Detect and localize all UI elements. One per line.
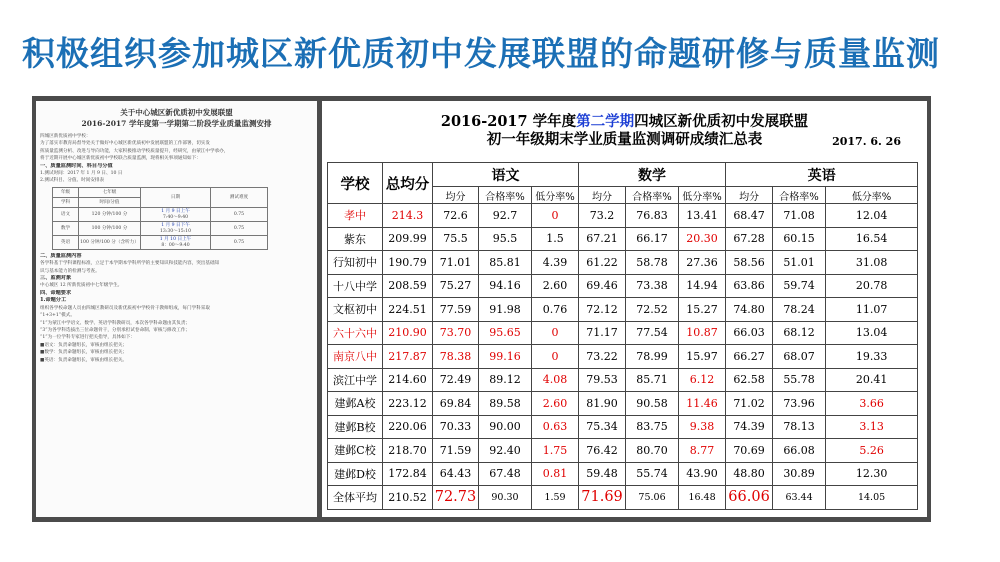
yy-low-rate: 5.26 <box>826 439 918 463</box>
yy-avg: 66.06 <box>726 486 773 510</box>
yw-avg: 73.70 <box>433 321 479 345</box>
notice-line: 二、质量监测内容 <box>40 252 82 259</box>
sx-avg: 73.2 <box>579 204 626 228</box>
score-row <box>328 415 918 439</box>
score-row <box>328 227 918 251</box>
yw-low-rate: 1.59 <box>532 486 579 510</box>
yy-low-rate: 12.04 <box>826 204 918 228</box>
score-row <box>328 486 918 510</box>
schedule-time-value: 120 分钟/100 分 <box>79 207 141 221</box>
sx-avg: 71.69 <box>579 486 626 510</box>
schedule-date-cell <box>141 235 211 249</box>
school-name: 建邺D校 <box>328 462 383 486</box>
sx-low-rate: 10.87 <box>679 321 726 345</box>
schedule-header-subject: 学科 <box>53 197 79 207</box>
header-metric: 低分率% <box>532 187 579 204</box>
yw-avg: 78.38 <box>433 345 479 369</box>
header-school: 学校 <box>328 163 383 204</box>
score-row <box>328 274 918 298</box>
sx-avg: 73.22 <box>579 345 626 369</box>
schedule-time: 13:30～15:10 <box>159 229 192 235</box>
yw-low-rate: 4.39 <box>532 251 579 275</box>
yy-pass-rate: 66.08 <box>773 439 826 463</box>
yw-low-rate: 0.63 <box>532 415 579 439</box>
schedule-notice-document <box>36 101 317 517</box>
total-average: 224.51 <box>383 298 433 322</box>
school-name: 建邺C校 <box>328 439 383 463</box>
sx-avg: 61.22 <box>579 251 626 275</box>
notice-title: 关于中心城区新优质初中发展联盟 <box>120 108 233 117</box>
total-average: 209.99 <box>383 227 433 251</box>
yy-avg: 63.86 <box>726 274 773 298</box>
yy-pass-rate: 68.07 <box>773 345 826 369</box>
yy-avg: 48.80 <box>726 462 773 486</box>
header-subject-english: 英语 <box>726 163 918 187</box>
yy-pass-rate: 59.74 <box>773 274 826 298</box>
notice-line: 识与基本能力的检测与考查。 <box>40 268 100 274</box>
sx-low-rate: 9.38 <box>679 415 726 439</box>
summary-title-prefix: 2016-2017 学年度 <box>440 113 577 130</box>
sx-low-rate: 6.12 <box>679 368 726 392</box>
yw-pass-rate: 99.16 <box>479 345 532 369</box>
score-row <box>328 345 918 369</box>
notice-line: 1.命题分工 <box>40 297 67 304</box>
header-subject-math: 数学 <box>579 163 726 187</box>
schedule-difficulty: 0.75 <box>211 235 268 249</box>
total-average: 223.12 <box>383 392 433 416</box>
notice-line: “1+3+1”模式。 <box>40 313 75 319</box>
notice-line: 1.测试时间：2017 年 1 月 9 日、10 日 <box>40 171 123 177</box>
notice-line: 将于近期开展中心城区新优质初中学校联合质量监测，现将相关事项通知如下： <box>40 156 201 162</box>
sx-low-rate: 14.94 <box>679 274 726 298</box>
yy-pass-rate: 78.24 <box>773 298 826 322</box>
notice-line: 一、质量监测时间、科目与分值 <box>40 162 113 169</box>
notice-line: “1”为一位学科专家进行把关指导，具体如下： <box>40 335 135 341</box>
sx-pass-rate: 72.52 <box>626 298 679 322</box>
yw-pass-rate: 91.98 <box>479 298 532 322</box>
sx-low-rate: 16.48 <box>679 486 726 510</box>
sx-avg: 72.12 <box>579 298 626 322</box>
school-name: 行知初中 <box>328 251 383 275</box>
yw-avg: 72.73 <box>433 486 479 510</box>
sx-pass-rate: 80.70 <box>626 439 679 463</box>
yy-avg: 66.03 <box>726 321 773 345</box>
sx-avg: 75.34 <box>579 415 626 439</box>
summary-date: 2017. 6. 26 <box>832 135 901 148</box>
yw-pass-rate: 90.00 <box>479 415 532 439</box>
schedule-table <box>52 187 268 250</box>
yw-low-rate: 0.76 <box>532 298 579 322</box>
yw-avg: 71.59 <box>433 439 479 463</box>
header-metric: 合格率% <box>479 187 532 204</box>
score-row <box>328 298 918 322</box>
sx-avg: 71.17 <box>579 321 626 345</box>
total-average: 190.79 <box>383 251 433 275</box>
notice-line: ■英语：负责命题组长，审核由组长把关。 <box>40 357 128 363</box>
header-metric: 低分率% <box>679 187 726 204</box>
total-average: 172.84 <box>383 462 433 486</box>
yy-low-rate: 20.78 <box>826 274 918 298</box>
yw-low-rate: 2.60 <box>532 274 579 298</box>
score-row <box>328 462 918 486</box>
school-name: 滨江中学 <box>328 368 383 392</box>
total-average: 218.70 <box>383 439 433 463</box>
yw-low-rate: 2.60 <box>532 392 579 416</box>
schedule-date: 1 月 9 日上午 <box>161 209 190 215</box>
total-average: 208.59 <box>383 274 433 298</box>
sx-pass-rate: 83.75 <box>626 415 679 439</box>
sx-pass-rate: 66.17 <box>626 227 679 251</box>
sx-avg: 67.21 <box>579 227 626 251</box>
notice-line: 为了落实市教育局督导处关于做好中心城区新优质初中发展联盟的工作部署，切实发 <box>40 141 210 147</box>
sx-low-rate: 43.90 <box>679 462 726 486</box>
sx-avg: 81.90 <box>579 392 626 416</box>
sx-pass-rate: 73.38 <box>626 274 679 298</box>
yy-pass-rate: 30.89 <box>773 462 826 486</box>
school-name: 紫东 <box>328 227 383 251</box>
yw-avg: 69.84 <box>433 392 479 416</box>
total-average: 214.60 <box>383 368 433 392</box>
schedule-time: 8：00～9:40 <box>161 243 190 249</box>
yw-pass-rate: 89.12 <box>479 368 532 392</box>
score-row <box>328 392 918 416</box>
yy-pass-rate: 51.01 <box>773 251 826 275</box>
schedule-time-value: 100 分钟/100 分（含听力） <box>79 235 141 249</box>
total-average: 210.90 <box>383 321 433 345</box>
school-name: 十八中学 <box>328 274 383 298</box>
schedule-row <box>53 221 268 235</box>
header-subject-chinese: 语文 <box>433 163 579 187</box>
schedule-difficulty: 0.75 <box>211 207 268 221</box>
sx-avg: 69.46 <box>579 274 626 298</box>
yy-pass-rate: 68.12 <box>773 321 826 345</box>
total-average: 217.87 <box>383 345 433 369</box>
schedule-header-grade7: 七年级 <box>79 187 141 197</box>
yw-avg: 75.5 <box>433 227 479 251</box>
score-row <box>328 251 918 275</box>
sx-pass-rate: 85.71 <box>626 368 679 392</box>
schedule-header-difficulty: 测试难度 <box>211 187 268 207</box>
yy-pass-rate: 55.78 <box>773 368 826 392</box>
notice-subtitle: 2016-2017 学年度第一学期第二阶段学业质量监测安排 <box>81 119 272 128</box>
schedule-header-grade: 年级 <box>53 187 79 197</box>
schedule-difficulty: 0.75 <box>211 221 268 235</box>
notice-line: 组织各学校命题人员由四城区教研员及新优质初中学校骨干教师组成，每门学科采取 <box>40 305 210 311</box>
yy-low-rate: 12.30 <box>826 462 918 486</box>
yy-low-rate: 31.08 <box>826 251 918 275</box>
yy-avg: 67.28 <box>726 227 773 251</box>
yw-avg: 72.6 <box>433 204 479 228</box>
sx-pass-rate: 58.78 <box>626 251 679 275</box>
school-name: 六十六中 <box>328 321 383 345</box>
notice-line: 2.测试科目、分值、时间安排表 <box>40 178 105 184</box>
sx-pass-rate: 78.99 <box>626 345 679 369</box>
score-row <box>328 439 918 463</box>
yy-avg: 66.27 <box>726 345 773 369</box>
notice-intro <box>36 133 317 185</box>
yw-pass-rate: 92.7 <box>479 204 532 228</box>
yy-pass-rate: 71.08 <box>773 204 826 228</box>
yy-avg: 71.02 <box>726 392 773 416</box>
yw-pass-rate: 95.5 <box>479 227 532 251</box>
schedule-date: 1 月 10 日上午 <box>159 237 192 243</box>
yy-low-rate: 11.07 <box>826 298 918 322</box>
schedule-time-value: 100 分钟/100 分 <box>79 221 141 235</box>
yw-pass-rate: 94.16 <box>479 274 532 298</box>
header-metric: 均分 <box>726 187 773 204</box>
sx-low-rate: 15.27 <box>679 298 726 322</box>
yy-low-rate: 20.41 <box>826 368 918 392</box>
sx-pass-rate: 90.58 <box>626 392 679 416</box>
sx-low-rate: 8.77 <box>679 439 726 463</box>
schedule-row <box>53 235 268 249</box>
notice-line: 中心城区 12 所新优质初中七年级学生。 <box>40 283 123 289</box>
score-table <box>327 162 918 510</box>
sx-pass-rate: 55.74 <box>626 462 679 486</box>
sx-low-rate: 13.41 <box>679 204 726 228</box>
yw-pass-rate: 89.58 <box>479 392 532 416</box>
header-metric: 均分 <box>579 187 626 204</box>
school-name: 全体平均 <box>328 486 383 510</box>
notice-line: 四城区新优质初中学校： <box>40 134 91 139</box>
schedule-subject: 数学 <box>53 221 79 235</box>
yw-low-rate: 4.08 <box>532 368 579 392</box>
sx-pass-rate: 76.83 <box>626 204 679 228</box>
schedule-date-cell <box>141 221 211 235</box>
yw-low-rate: 0 <box>532 345 579 369</box>
yw-avg: 71.01 <box>433 251 479 275</box>
score-row <box>328 368 918 392</box>
school-name: 孝中 <box>328 204 383 228</box>
summary-subtitle-line <box>322 131 927 149</box>
sx-low-rate: 15.97 <box>679 345 726 369</box>
yw-avg: 64.43 <box>433 462 479 486</box>
notice-line: ■语文：负责命题组长，审核由组长把关； <box>40 342 128 348</box>
header-total-avg: 总均分 <box>383 163 433 204</box>
yw-pass-rate: 67.48 <box>479 462 532 486</box>
yw-low-rate: 1.75 <box>532 439 579 463</box>
yy-low-rate: 19.33 <box>826 345 918 369</box>
yy-low-rate: 3.13 <box>826 415 918 439</box>
yw-pass-rate: 92.40 <box>479 439 532 463</box>
schedule-date: 1 月 9 日下午 <box>161 223 190 229</box>
sx-pass-rate: 75.06 <box>626 486 679 510</box>
yy-avg: 68.47 <box>726 204 773 228</box>
yy-avg: 62.58 <box>726 368 773 392</box>
yy-low-rate: 13.04 <box>826 321 918 345</box>
header-metric: 合格率% <box>773 187 826 204</box>
sx-low-rate: 27.36 <box>679 251 726 275</box>
sx-pass-rate: 77.54 <box>626 321 679 345</box>
school-name: 建邺B校 <box>328 415 383 439</box>
yw-avg: 77.59 <box>433 298 479 322</box>
yy-low-rate: 14.05 <box>826 486 918 510</box>
school-name: 建邺A校 <box>328 392 383 416</box>
summary-title <box>322 113 927 131</box>
notice-line: 各学科基于学科课程标准，立足于本学期本学科所学的主要知识和技能内容，突出基础知 <box>40 261 220 267</box>
yw-low-rate: 1.5 <box>532 227 579 251</box>
total-average: 214.3 <box>383 204 433 228</box>
yy-pass-rate: 60.15 <box>773 227 826 251</box>
schedule-header-date: 日期 <box>141 187 211 207</box>
schedule-row <box>53 207 268 221</box>
sx-low-rate: 11.46 <box>679 392 726 416</box>
total-average: 210.52 <box>383 486 433 510</box>
yw-pass-rate: 95.65 <box>479 321 532 345</box>
notice-line: 四、命题要求 <box>40 289 72 296</box>
notice-line: 挥质量监测分析、改进与导向功能，大家积极推动学校质量提升，经研究，由蒙江中学承办， <box>40 148 229 154</box>
schedule-subject: 语文 <box>53 207 79 221</box>
header-metric: 合格率% <box>626 187 679 204</box>
yy-avg: 74.80 <box>726 298 773 322</box>
sx-avg: 76.42 <box>579 439 626 463</box>
schedule-header-timevalue: 时间/分值 <box>79 197 141 207</box>
yy-pass-rate: 78.13 <box>773 415 826 439</box>
summary-subtitle: 初一年级期末学业质量监测调研成绩汇总表 <box>486 131 763 148</box>
yw-avg: 75.27 <box>433 274 479 298</box>
sx-avg: 59.48 <box>579 462 626 486</box>
yy-avg: 70.69 <box>726 439 773 463</box>
summary-title-suffix: 四城区新优质初中发展联盟 <box>634 113 809 130</box>
notice-line: “3”为各学科选拔出三位命题骨干，分别承担试卷命制、审核与修改工作； <box>40 327 191 333</box>
summary-title-highlight: 第二学期 <box>576 113 635 130</box>
schedule-date-cell <box>141 207 211 221</box>
notice-body <box>36 253 317 364</box>
notice-line: “1”为蒙江中学语文、数学、英语学科教研员，本次各学科命题由其负责； <box>40 320 191 326</box>
yy-low-rate: 3.66 <box>826 392 918 416</box>
yw-low-rate: 0 <box>532 204 579 228</box>
sx-low-rate: 20.30 <box>679 227 726 251</box>
score-summary-document <box>322 101 927 517</box>
yy-low-rate: 16.54 <box>826 227 918 251</box>
yw-low-rate: 0 <box>532 321 579 345</box>
sx-avg: 79.53 <box>579 368 626 392</box>
schedule-time: 7:40～9:40 <box>162 215 189 221</box>
notice-line: ■数学：负责命题组长，审核由组长把关； <box>40 350 128 356</box>
notice-line: 三、监测对象 <box>40 275 72 282</box>
score-row <box>328 321 918 345</box>
yw-low-rate: 0.81 <box>532 462 579 486</box>
yw-pass-rate: 85.81 <box>479 251 532 275</box>
yy-avg: 74.39 <box>726 415 773 439</box>
yy-pass-rate: 73.96 <box>773 392 826 416</box>
schedule-subject: 英语 <box>53 235 79 249</box>
yw-pass-rate: 90.30 <box>479 486 532 510</box>
yw-avg: 72.49 <box>433 368 479 392</box>
school-name: 文枢初中 <box>328 298 383 322</box>
header-metric: 均分 <box>433 187 479 204</box>
yw-avg: 70.33 <box>433 415 479 439</box>
yy-avg: 58.56 <box>726 251 773 275</box>
header-metric: 低分率% <box>826 187 918 204</box>
score-row <box>328 204 918 228</box>
slide-title: 积极组织参加城区新优质初中发展联盟的命题研修与质量监测 <box>22 34 940 73</box>
yy-pass-rate: 63.44 <box>773 486 826 510</box>
school-name: 南京八中 <box>328 345 383 369</box>
total-average: 220.06 <box>383 415 433 439</box>
